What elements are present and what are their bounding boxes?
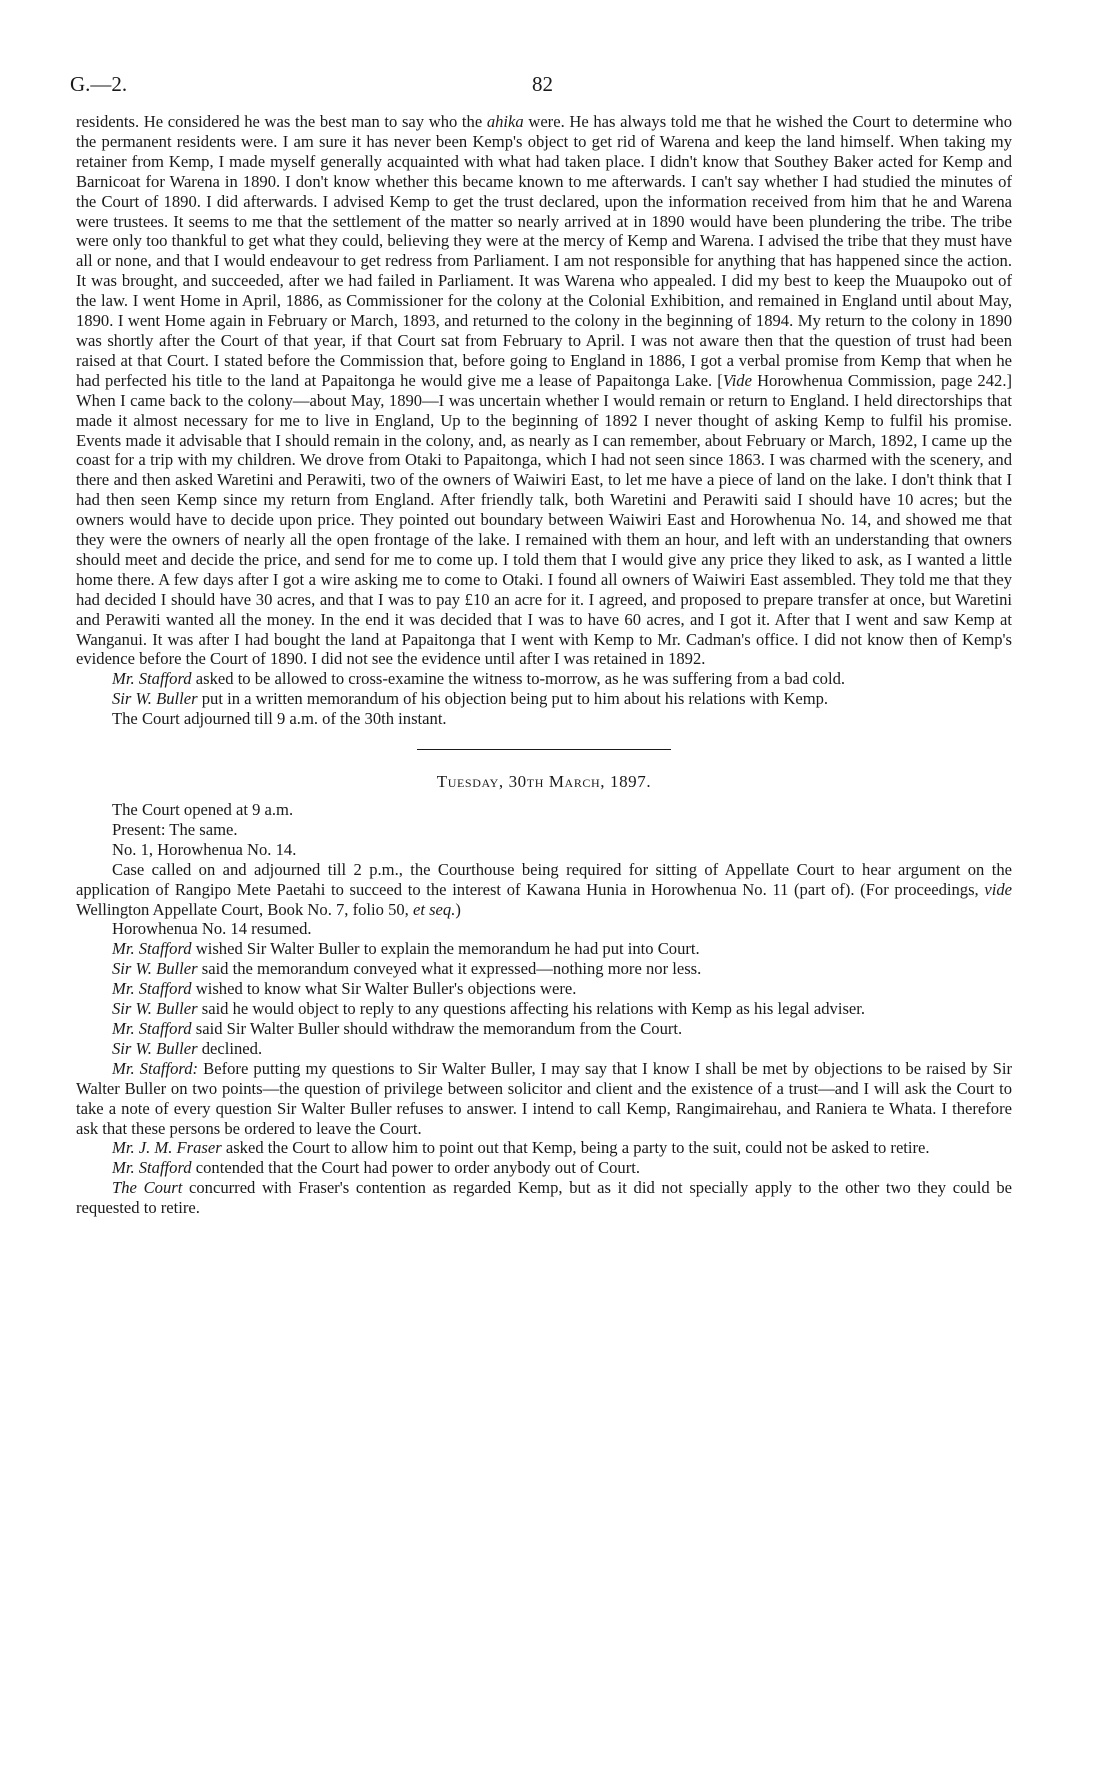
proceeding-paragraph (76, 1039, 1012, 1059)
proceeding-paragraph (76, 1138, 1012, 1158)
proceeding-paragraph (76, 689, 1012, 709)
present-line: Present: The same. (112, 819, 238, 839)
speaker-name: Sir W. Buller (112, 1038, 198, 1058)
case-called-paragraph (76, 860, 1012, 920)
proceeding-text: wished to know what Sir Walter Buller's objections were. (191, 979, 577, 999)
speaker-name: Mr. Stafford (112, 669, 192, 689)
proceeding-paragraph (76, 939, 1012, 959)
proceeding-text: wished Sir Walter Buller to explain the memorandum he had put into Court. (191, 939, 700, 959)
proceeding-text: declined. (197, 1038, 263, 1058)
proceeding-paragraph (76, 1158, 1012, 1178)
testimony-term-ahika: ahika (486, 112, 524, 131)
speaker-name: Sir W. Buller (112, 689, 198, 709)
testimony-text-1: residents. He considered he was the best man to say who the (76, 112, 487, 131)
adjournment-note: The Court adjourned till 9 a.m. of the 30th instant. (112, 709, 447, 729)
speaker-name: Mr. Stafford (112, 979, 192, 999)
speaker-name: Sir W. Buller (112, 999, 198, 1019)
proceeding-text: asked to be allowed to cross-examine the witness to-morrow, as he was suffering from a bad cold. (191, 669, 846, 689)
document-reference: G.—2. (70, 72, 128, 96)
speaker-name: Mr. Stafford (112, 1018, 192, 1038)
case-number-line: No. 1, Horowhenua No. 14. (112, 839, 297, 859)
proceeding-text: asked the Court to allow him to point out that Kemp, being a party to the suit, could not be asked to retire. (221, 1138, 930, 1158)
section-heading: Tuesday, 30th March, 1897. (436, 772, 652, 792)
resumed-line: Horowhenua No. 14 resumed. (112, 919, 312, 939)
proceeding-paragraph (76, 959, 1012, 979)
testimony-paragraph (76, 112, 1012, 669)
speaker-name: Mr. Stafford (112, 1158, 192, 1178)
proceeding-text: put in a written memorandum of his objection being put to him about his relations with Kemp. (197, 689, 829, 709)
speaker-name: Mr. Stafford (112, 939, 192, 959)
court-opened-line: The Court opened at 9 a.m. (112, 800, 294, 819)
proceeding-paragraph (76, 999, 1012, 1019)
proceeding-text: said the memorandum conveyed what it expressed—nothing more nor less. (197, 959, 702, 979)
testimony-text-2: were. He has always told me that he wished the Court to determine who the permanent residents were. I am sure it has never been Kemp's object to get rid of Warena and keep the land himself. When taking my retainer from Kemp, I made myself generally acquainted with what had taken place. I didn't know that Southey Baker acted for Kemp and Barnicoat for Warena in 1890. I don't know whether this became known to me afterwards. I can't say whether I had studied the minutes of the Court of 1890. I did afterwards. I advised Kemp to get the trust declared, upon the information received from him that he and Warena were trustees. It seems to me that the settlement of the matter so nearly arrived at in 1890 would have been plundering the tribe. The tribe were only too thankful to get what they could, believing they were at the mercy of Kemp and Warena. I advised the tribe that they must have all or none, and that I would endeavour to get redress from Parliament. I am not responsible for anything that has happened since the action. It was brought, and succeeded, after we had failed in Parliament. It was Warena who appealed. I did my best to keep the Muaupoko out of the law. I went Home in April, 1886, as Commissioner for the colony at the Colonial Exhibition, and remained in England until about May, 1890. I went Home again in February or March, 1893, and returned to the colony in the beginning of 1894. My return to the colony in 1890 was shortly after the Court of that year, if that Court sat from February to April. I was not aware then that the question of trust had been raised at that Court. I stated before the Commission that, before going to England in 1886, I got a verbal promise from Kemp that when he had perfected his title to the land at Papaitonga he would give me a lease of Papaitonga Lake. [ (76, 112, 1012, 390)
proceeding-text: said he would object to reply to any questions affecting his relations with Kemp as his legal adviser. (197, 999, 866, 1019)
case-called-vide: vide (984, 879, 1012, 899)
page-number: 82 (532, 72, 553, 96)
case-called-text-3: ) (455, 899, 461, 919)
proceeding-paragraph (76, 1019, 1012, 1039)
document-body (76, 112, 1012, 1218)
proceeding-paragraph (76, 669, 1012, 689)
speaker-name: The Court (112, 1178, 183, 1198)
proceeding-text: concurred with Fraser's contention as regarded Kemp, but as it did not specially apply to the other two they could be requested to retire. (76, 1178, 1012, 1218)
proceeding-paragraph (76, 1178, 1012, 1218)
speaker-name: Mr. Stafford: (112, 1058, 199, 1078)
testimony-vide: Vide (722, 370, 752, 390)
speaker-name: Mr. J. M. Fraser (112, 1138, 222, 1158)
proceeding-paragraph (76, 1059, 1012, 1139)
proceeding-text: Before putting my questions to Sir Walter Buller, I may say that I know I shall be met by objections to be raised by Sir Walter Buller on two points—the question of privilege between solicitor and client and the existence of a trust—and I will ask the Court to take a note of every question Sir Walter Buller refuses to answer. I intend to call Kemp, Rangimairehau, and Raniera te Whata. I therefore ask that these persons be ordered to leave the Court. (76, 1058, 1013, 1138)
case-called-text-2: Wellington Appellate Court, Book No. 7, folio 50, (76, 899, 413, 919)
case-called-text-1: Case called on and adjourned till 2 p.m., the Courthouse being required for sitting of Appellate Court to hear argument on the application of Rangipo Mete Paetahi to succeed to the interest of Kawana Hunia in Horowhenua No. 11 (part of). (For proceedings, (76, 859, 1012, 899)
testimony-text-3: Horowhenua Commission, page 242.] When I came back to the colony—about May, 1890—I was uncertain whether I would remain or return to England. I held directorships that made it almost necessary for me to live in England, Up to the beginning of 1892 I never thought of asking Kemp to fulfil his promise. Events made it advisable that I should remain in the colony, and, as nearly as I can remember, about February or March, 1892, I came up the coast for a trip with my children. We drove from Otaki to Papaitonga, which I had not seen since 1863. I was charmed with the scenery, and there and then asked Waretini and Perawiti, two of the owners of Waiwiri East, to let me have a piece of land on the lake. I don't think that I had then seen Kemp since my return from England. After friendly talk, both Waretini and Perawiti said I should have 10 acres; but the owners would have to decide upon price. They pointed out boundary between Waiwiri East and Horowhenua No. 14, and showed me that they were the owners of nearly all the open frontage of the lake. I remained with them an hour, and left with an understanding that owners should meet and decide the price, and send for me to come up. I told them that I would give any price they liked to ask, as I wanted a little home there. A few days after I got a wire asking me to come to Otaki. I found all owners of Waiwiri East assembled. They told me that they had decided I should have 30 acres, and that I was to pay £10 an acre for it. I agreed, and proposed to prepare transfer at once, but Waretini and Perawiti wanted all the money. In the end it was decided that I was to have 60 acres, and I got it. After that I went and saw Kemp at Wanganui. It was after I had bought the land at Papaitonga that I went with Kemp to Mr. Cadman's office. I did not know then of Kemp's evidence before the Court of 1890. I did not see the evidence until after I was retained in 1892. (76, 370, 1012, 669)
case-called-etseq: et seq. (412, 899, 456, 919)
page-header (70, 72, 1070, 102)
proceeding-text: said Sir Walter Buller should withdraw the memorandum from the Court. (191, 1018, 683, 1038)
proceeding-text: contended that the Court had power to order anybody out of Court. (191, 1158, 640, 1178)
proceeding-paragraph (76, 979, 1012, 999)
section-divider (417, 749, 671, 750)
speaker-name: Sir W. Buller (112, 959, 198, 979)
